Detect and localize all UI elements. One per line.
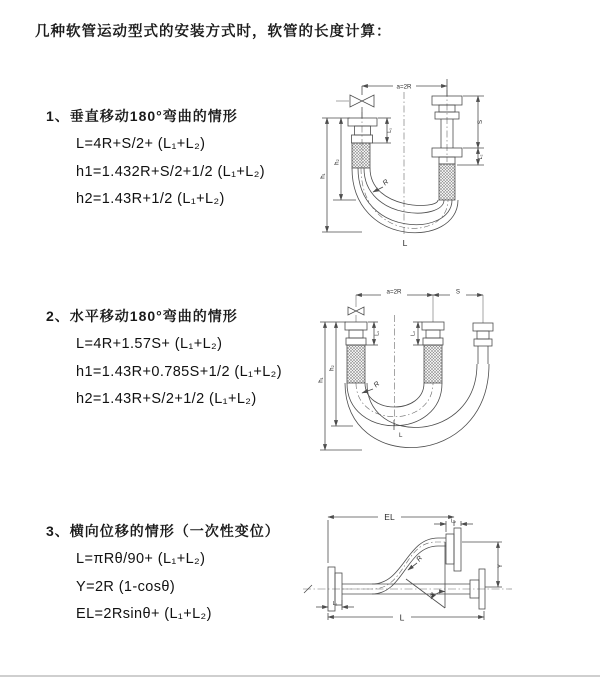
section-2: [46, 306, 282, 419]
dim-label-l2: L₂: [478, 154, 484, 160]
dim-y: [462, 542, 502, 587]
formula-line: L=πRθ/90+ (L₁+L₂): [76, 551, 206, 567]
dim-label-s: S: [455, 288, 461, 296]
radius-label: R: [372, 380, 382, 390]
radius-label: R: [381, 178, 391, 188]
formula-line: Y=2R (1-cosθ): [76, 578, 176, 595]
page-title: 几种软管运动型式的安装方式时，软管的长度计算：: [35, 24, 392, 40]
braided-hose-pipe1: [347, 345, 365, 383]
dim-label-h2: h₂: [333, 159, 341, 165]
dim-h1: [317, 322, 362, 450]
dim-label-l2: L₂: [410, 330, 417, 337]
formula-line: L=4R+1.57S+ (L₁+L₂): [76, 336, 223, 352]
length-label: L: [402, 238, 408, 248]
section-3-heading: 3、横向位移的情形（一次性变位）: [46, 523, 280, 539]
section-3-formulas: [76, 551, 280, 634]
dim-label-h1: h₁: [319, 173, 327, 179]
dim-label-l1: L₁: [374, 331, 381, 336]
angle-label: θ: [430, 592, 434, 599]
braided-hose-left: [352, 143, 370, 168]
formula-line: h2=1.43R+1/2 (L₁+L₂): [76, 191, 225, 207]
hose-position-b: [345, 364, 489, 448]
diagram-2-horizontal-180-bend: [313, 283, 600, 465]
dim-label-a2r: a=2R: [396, 83, 412, 91]
length-label: L: [399, 432, 403, 439]
centerline: [303, 585, 512, 593]
braided-hose-pipe2: [424, 345, 442, 383]
section-3: [46, 521, 280, 634]
valve-icon: [350, 86, 374, 118]
dim-label-s: S: [477, 119, 484, 125]
formula-line: h1=1.43R+0.785S+1/2 (L₁+L₂): [76, 363, 282, 380]
section-1-formulas: [76, 136, 265, 219]
braided-hose-right: [439, 164, 455, 200]
flange-pipe1: [345, 322, 367, 345]
dim-label-l1: L₁: [332, 601, 338, 607]
left-flange: [348, 118, 377, 143]
dim-label-h1: h₁: [317, 377, 325, 383]
formula-line: EL=2Rsinθ+ (L₁+L₂): [76, 606, 212, 622]
section-1: [46, 106, 265, 219]
dim-l: [328, 611, 484, 620]
dim-label-a2r: a=2R: [386, 288, 402, 296]
hose-s-curve: [342, 538, 446, 594]
dim-label-y: Y: [497, 563, 504, 569]
centerlines: [356, 295, 483, 426]
right-upper-flange: [446, 528, 461, 571]
dim-label-l2: L₂: [450, 518, 457, 525]
formula-line: L=4R+S/2+ (L₁+L₂): [76, 136, 206, 152]
radius-label: R: [415, 554, 425, 564]
dim-label-l: L: [399, 612, 405, 623]
dim-label-el: EL: [384, 511, 395, 522]
formula-line: h1=1.432R+S/2+1/2 (L₁+L₂): [76, 163, 266, 180]
section-1-heading: 1、垂直移动180°弯曲的情形: [46, 108, 238, 124]
dim-label-h2: h₂: [328, 365, 336, 371]
formula-line: h2=1.43R+S/2+1/2 (L₁+L₂): [76, 391, 257, 407]
section-2-formulas: [76, 336, 282, 419]
radius-leader: [373, 187, 383, 192]
flange-pipe3: [473, 323, 493, 364]
diagram-3-lateral-displacement: [298, 505, 600, 650]
valve-icon: [348, 307, 364, 315]
flange-pipe2: [422, 322, 444, 345]
dim-label-l1: L₁: [387, 128, 393, 133]
section-2-heading: 2、水平移动180°弯曲的情形: [46, 308, 238, 324]
diagram-1-vertical-180-bend: [315, 68, 600, 253]
